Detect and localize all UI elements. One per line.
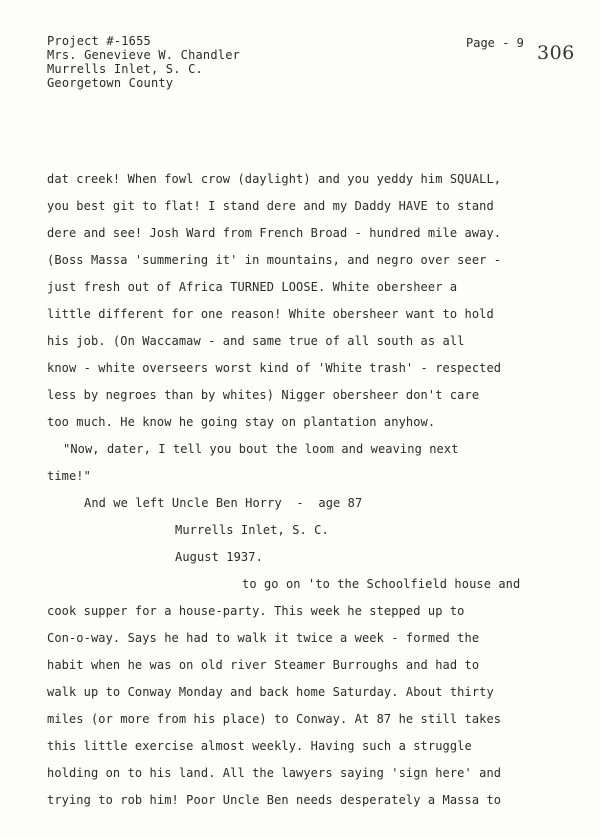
location: Murrells Inlet, S. C. [47,62,203,76]
text-line: Murrells Inlet, S. C. [175,523,329,537]
text-line: this little exercise almost weekly. Having such a struggle [47,739,472,753]
text-line: And we left Uncle Ben Horry - age 87 [84,496,363,510]
text-line: dere and see! Josh Ward from French Broad - hundred mile away. [47,226,502,240]
author-name: Mrs. Genevieve W. Chandler [47,48,241,62]
text-line: know - white overseers worst kind of 'White trash' - respected [47,361,502,375]
text-line: walk up to Conway Monday and back home Saturday. About thirty [47,685,494,699]
text-line: trying to rob him! Poor Uncle Ben needs desperately a Massa to [47,793,502,807]
text-line: just fresh out of Africa TURNED LOOSE. White obersheer a [47,280,458,294]
page-number: Page - 9 [466,36,524,50]
project-number: Project #-1655 [47,34,151,48]
county-name: Georgetown County [47,76,174,90]
text-line: holding on to his land. All the lawyers saying 'sign here' and [47,766,502,780]
text-line: cook supper for a house-party. This week he stepped up to [47,604,465,618]
text-line: time!" [47,469,91,483]
text-line: Con-o-way. Says he had to walk it twice a week - formed the [47,631,480,645]
text-line: dat creek! When fowl crow (daylight) and you yeddy him SQUALL, [47,172,502,186]
text-line: August 1937. [175,550,263,564]
text-line: miles (or more from his place) to Conway. At 87 he still takes [47,712,502,726]
text-line: habit when he was on old river Steamer Burroughs and had to [47,658,480,672]
text-line: "Now, dater, I tell you bout the loom and weaving next [63,442,459,456]
text-line: you best git to flat! I stand dere and my Daddy HAVE to stand [47,199,494,213]
handwritten-folio-number: 306 [537,42,575,64]
text-line: little different for one reason! White obersheer want to hold [47,307,494,321]
text-line: his job. (On Waccamaw - and same true of all south as all [47,334,465,348]
text-line: too much. He know he going stay on plantation anyhow. [47,415,436,429]
text-line: less by negroes than by whites) Nigger obersheer don't care [47,388,480,402]
text-line: to go on 'to the Schoolfield house and [242,577,521,591]
text-line: (Boss Massa 'summering it' in mountains, and negro over seer - [47,253,502,267]
